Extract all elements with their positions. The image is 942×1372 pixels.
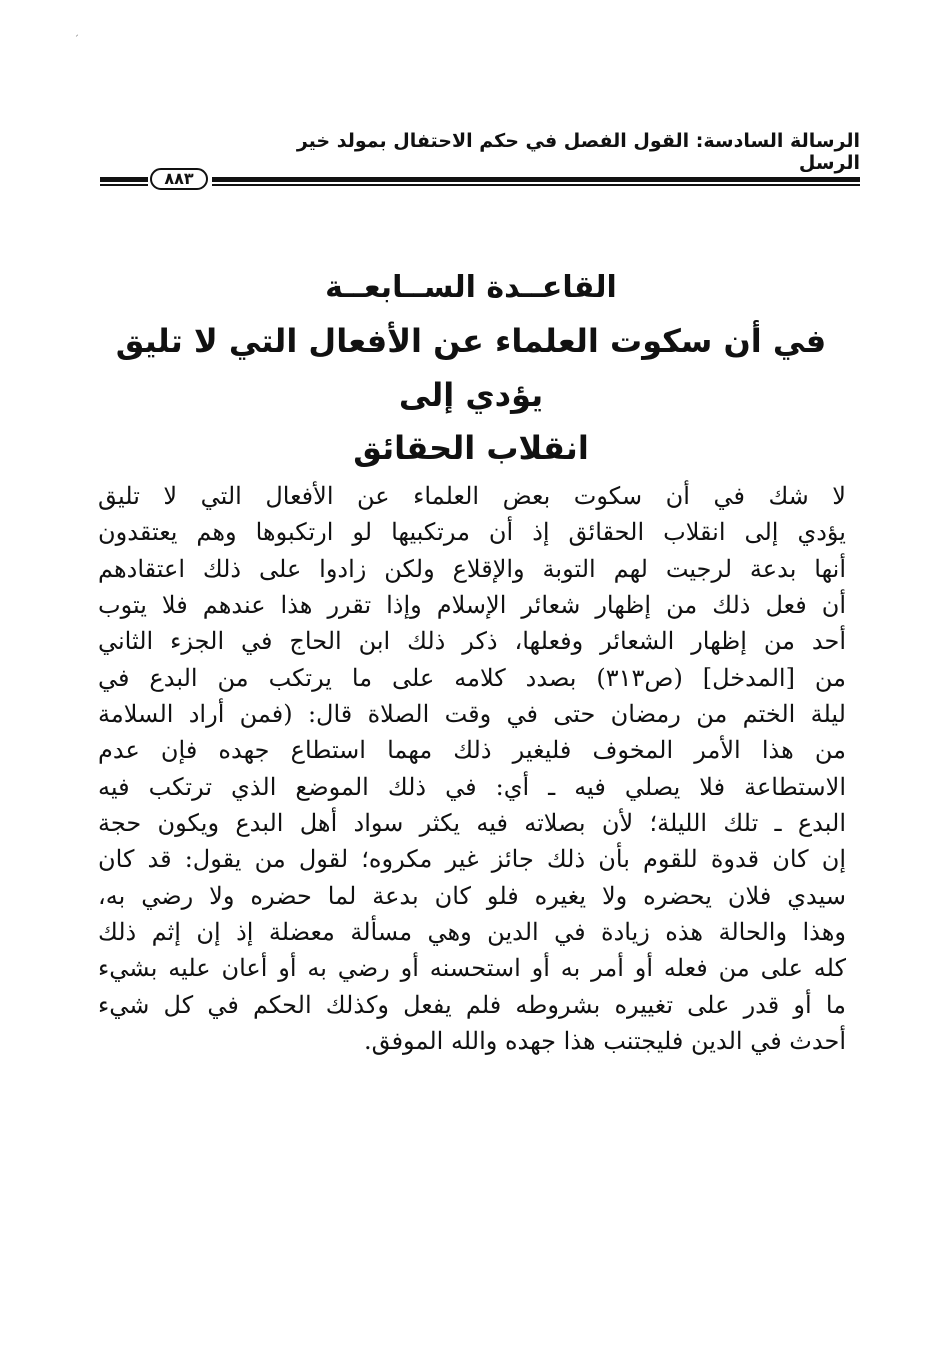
body-line: أن فعل ذلك من إظهار شعائر الإسلام وإذا تقرر هذا عندهم فلا يتوب xyxy=(98,591,846,620)
body-line: ليلة الختم من رمضان حتى في وقت الصلاة قال: (فمن أراد السلامة xyxy=(98,700,846,729)
body-line: كله على من فعله أو أمر به أو استحسنه أو رضي به أو أعان عليه بشيء xyxy=(98,954,846,983)
body-line: إن كان قدوة للقوم بأن ذلك جائز غير مكروه؛ لقول من يقول: قد كان xyxy=(98,845,846,874)
body-line: أحد من إظهار الشعائر وفعلها، ذكر ذلك ابن الحاج في الجزء الثاني xyxy=(98,627,846,656)
rule-right-thin xyxy=(212,184,860,186)
title-line-2: في أن سكوت العلماء عن الأفعال التي لا تليق يؤدي إلى xyxy=(115,322,827,414)
page-number: ٨٨٣ xyxy=(150,168,208,190)
body-line: أنها بدعة لرجيت لهم التوبة والإقلاع ولكن زادوا على ذلك اعتقادهم xyxy=(98,554,846,583)
body-line: ما أو قدر على تغييره بشروطه فلم يفعل وكذلك الحكم في كل شيء xyxy=(98,990,846,1019)
body-line: لا شك في أن سكوت بعض العلماء عن الأفعال التي لا تليق xyxy=(98,482,846,510)
body-line: وهذا والحالة هذه زيادة في الدين وهي مسألة معضلة إذ إن إثم ذلك xyxy=(98,918,846,947)
body-paragraph xyxy=(98,478,846,1060)
title-line-3: انقلاب الحقائق xyxy=(353,429,589,467)
body-line-last: أحدث في الدين فليجتنب هذا جهده والله الموفق. xyxy=(363,1027,846,1056)
body-line: البدع ـ تلك الليلة؛ لأن بصلاته فيه يكثر سواد أهل البدع ويكون حجة xyxy=(98,809,846,838)
section-title xyxy=(90,262,852,474)
stray-mark: ˏ xyxy=(74,26,79,37)
body-line: من [المدخل] (ص٣١٣) بصدد كلامه على ما يرتكب من البدع في xyxy=(98,663,846,692)
body-line: سيدي فلان يحضره ولا يغيره فلو كان بدعة لما حضره ولا رضي به، xyxy=(98,881,846,910)
body-line: الاستطاعة فلا يصلي فيه ـ أي: في ذلك الموضع الذي ترتكب فيه xyxy=(98,772,846,801)
title-line-1: القاعــدة الســابعــة xyxy=(325,270,617,305)
body-line: يؤدي إلى انقلاب الحقائق إذ أن مرتكبيها لو ارتكبوها وهم يعتقدون xyxy=(98,518,846,547)
body-line: من هذا الأمر المخوف فليغير ذلك مهما استطاع جهده فإن عدم xyxy=(98,736,846,765)
rule-left-thin xyxy=(100,184,148,186)
header-rule xyxy=(100,168,860,192)
rule-left-thick xyxy=(100,177,148,182)
rule-right-thick xyxy=(212,177,860,182)
running-header: الرسالة السادسة: القول الفصل في حكم الاحتفال بمولد خير الرسل xyxy=(296,130,860,174)
